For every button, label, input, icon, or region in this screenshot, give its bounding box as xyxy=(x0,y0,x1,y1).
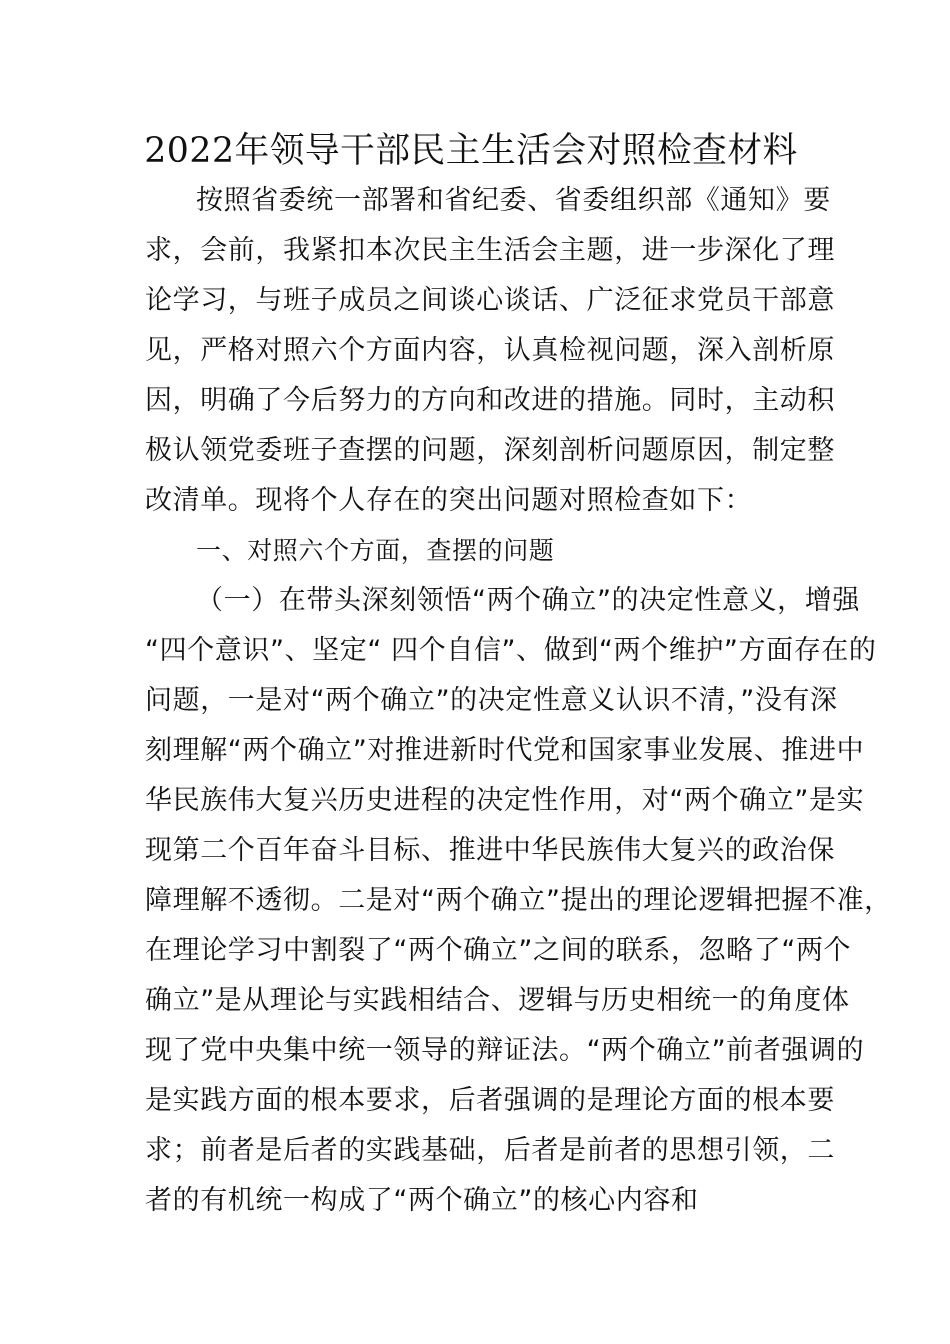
paragraph-line: 论学习，与班子成员之间谈心谈话、广泛征求党员干部意 xyxy=(145,285,835,316)
paragraph-line: 改清单。现将个人存在的突出问题对照检查如下： xyxy=(145,485,753,516)
paragraph-line: 障理解不透彻。二是对“两个确立”提出的理论逻辑把握不准， xyxy=(145,885,892,916)
paragraph-line: 者的有机统一构成了“两个确立”的核心内容和 xyxy=(145,1185,699,1216)
document-title: 2022年领导干部民主生活会对照检查材料 xyxy=(144,131,798,171)
paragraph-line: 求；前者是后者的实践基础，后者是前者的思想引领，二 xyxy=(145,1135,835,1166)
paragraph-line: 见，严格对照六个方面内容，认真检视问题，深入剖析原 xyxy=(145,335,835,366)
paragraph-line: 现了党中央集中统一领导的辩证法。“两个确立”前者强调的 xyxy=(145,1035,865,1066)
paragraph-line: 因，明确了今后努力的方向和改进的措施。同时，主动积 xyxy=(145,385,835,416)
paragraph-line: 在理论学习中割裂了“两个确立”之间的联系，忽略了“两个 xyxy=(145,935,852,966)
paragraph-line: 确立”是从理论与实践相结合、逻辑与历史相统一的角度体 xyxy=(145,985,850,1016)
paragraph-line: （一）在带头深刻领悟“两个确立”的决定性意义，增强 xyxy=(196,585,860,616)
paragraph-line: 求，会前，我紧扣本次民主生活会主题，进一步深化了理 xyxy=(145,235,835,266)
paragraph-line: 刻理解“两个确立”对推进新时代党和国家事业发展、推进中 xyxy=(145,735,865,766)
paragraph-line: 问题，一是对“两个确立”的决定性意义认识不清，”没有深 xyxy=(145,685,838,716)
paragraph-line: 极认领党委班子查摆的问题，深刻剖析问题原因，制定整 xyxy=(145,435,835,466)
paragraph-line: 按照省委统一部署和省纪委、省委组织部《通知》要 xyxy=(196,185,831,216)
section-heading: 一、对照六个方面，查摆的问题 xyxy=(196,536,555,565)
paragraph-line: 现第二个百年奋斗目标、推进中华民族伟大复兴的政治保 xyxy=(145,835,835,866)
paragraph-line: 是实践方面的根本要求，后者强调的是理论方面的根本要 xyxy=(145,1085,835,1116)
paragraph-line: 华民族伟大复兴历史进程的决定性作用，对“两个确立”是实 xyxy=(145,785,865,816)
paragraph-line: “四个意识”、坚定“ 四个自信”、做到“两个维护”方面存在的 xyxy=(145,635,877,666)
